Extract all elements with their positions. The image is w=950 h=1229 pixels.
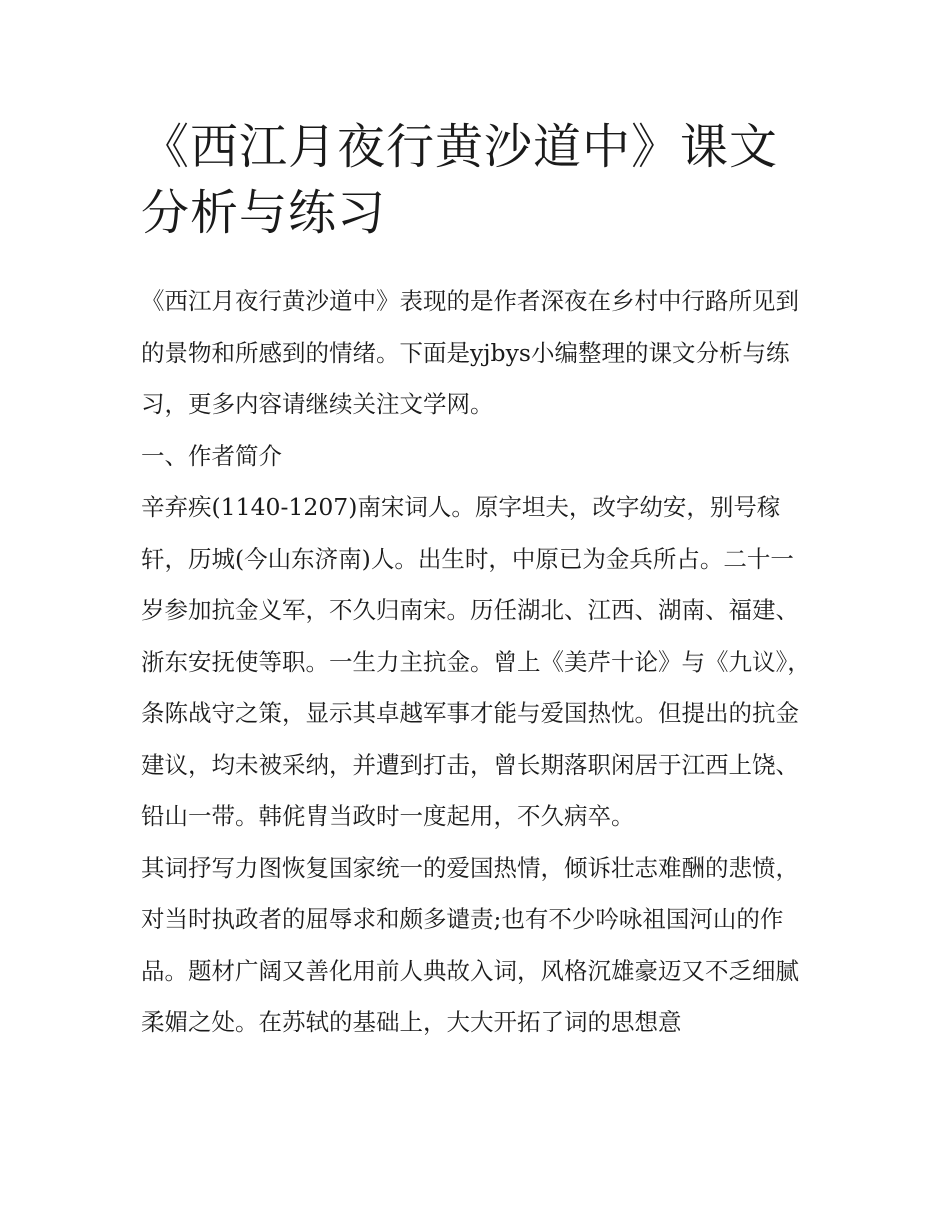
- intro-paragraph: 《西江月夜行黄沙道中》表现的是作者深夜在乡村中行路所见到的景物和所感到的情绪。下面是yjbys小编整理的课文分析与练习，更多内容请继续关注文学网。: [141, 287, 799, 418]
- section-heading-author: 一、作者简介: [141, 441, 282, 470]
- poetry-style-paragraph: 其词抒写力图恢复国家统一的爱国热情，倾诉壮志难酬的悲愤，对当时执政者的屈辱求和颇多谴责;也有不少吟咏祖国河山的作品。题材广阔又善化用前人典故入词，风格沉雄豪迈又不乏细腻柔媚之处。在苏轼的基础上，大大开拓了词的思想意: [141, 853, 799, 1036]
- document-body: [141, 276, 816, 1049]
- document-title: 《西江月夜行黄沙道中》课文分析与练习: [141, 119, 779, 241]
- author-bio-paragraph: 辛弃疾(1140-1207)南宋词人。原字坦夫，改字幼安，别号稼轩，历城(今山东济南)人。出生时，中原已为金兵所占。二十一岁参加抗金义军，不久归南宋。历任湖北、江西、湖南、福建、浙东安抚使等职。一生力主抗金。曾上《美芹十论》与《九议》，条陈战守之策，显示其卓越军事才能与爱国热忱。但提出的抗金建议，均未被采纳，并遭到打击，曾长期落职闲居于江西上饶、铅山一带。韩侂胄当政时一度起用，不久病卒。: [141, 493, 811, 830]
